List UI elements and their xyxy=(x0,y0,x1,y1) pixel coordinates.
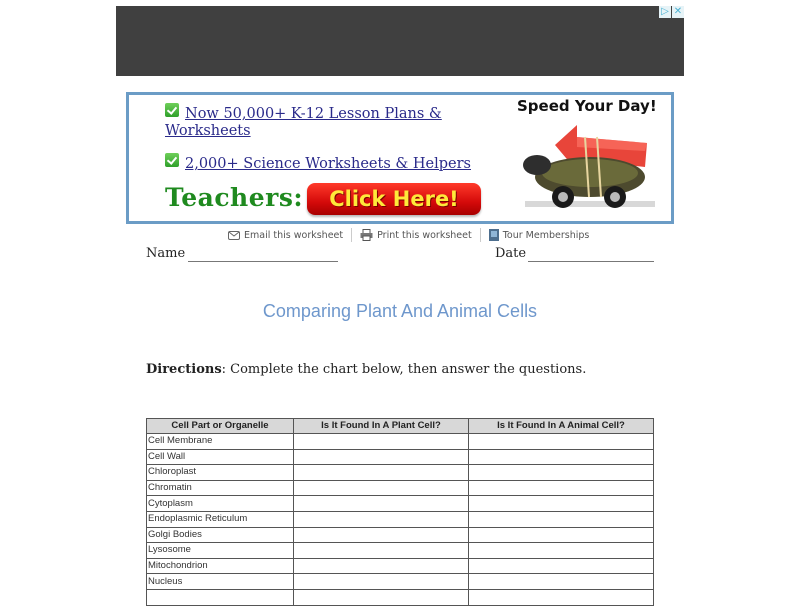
animal-answer-cell[interactable] xyxy=(469,434,654,450)
table-row xyxy=(147,527,654,543)
organelle-cell: Chloroplast xyxy=(147,465,294,481)
name-date-row xyxy=(146,246,654,266)
click-here-button[interactable]: Click Here! xyxy=(307,183,481,215)
science-worksheets-link[interactable]: 2,000+ Science Worksheets & Helpers xyxy=(185,156,471,172)
plant-answer-cell[interactable] xyxy=(294,574,469,590)
animal-answer-cell[interactable] xyxy=(469,449,654,465)
tour-memberships-label: Tour Memberships xyxy=(502,229,590,241)
table-row xyxy=(147,543,654,559)
email-worksheet-button[interactable] xyxy=(228,230,343,241)
table-row xyxy=(147,558,654,574)
table-header-row xyxy=(147,419,654,434)
column-header-organelle: Cell Part or Organelle xyxy=(147,419,294,434)
toolbar-divider xyxy=(480,228,481,242)
date-blank-line xyxy=(528,261,654,262)
close-icon[interactable]: ✕ xyxy=(673,6,683,17)
organelle-cell: Cell Wall xyxy=(147,449,294,465)
organelle-cell: Mitochondrion xyxy=(147,558,294,574)
lesson-plans-link-line xyxy=(165,103,442,140)
plant-answer-cell[interactable] xyxy=(294,465,469,481)
organelle-cell: Golgi Bodies xyxy=(147,527,294,543)
animal-answer-cell[interactable] xyxy=(469,511,654,527)
animal-answer-cell[interactable] xyxy=(469,480,654,496)
table-row xyxy=(147,589,654,605)
name-label: Name xyxy=(146,246,186,261)
table-row xyxy=(147,480,654,496)
tour-memberships-button[interactable] xyxy=(489,229,590,242)
plant-answer-cell[interactable] xyxy=(294,543,469,559)
print-worksheet-label: Print this worksheet xyxy=(377,229,472,241)
animal-answer-cell[interactable] xyxy=(469,496,654,512)
table-row xyxy=(147,449,654,465)
organelle-cell: Cell Membrane xyxy=(147,434,294,450)
worksheet-title: Comparing Plant And Animal Cells xyxy=(262,301,538,321)
lesson-plans-link[interactable]: Now 50,000+ K-12 Lesson Plans & Worksheets xyxy=(165,106,442,139)
organelle-cell: Endoplasmic Reticulum xyxy=(147,511,294,527)
directions-label: Directions xyxy=(146,362,222,377)
worksheet-toolbar xyxy=(228,228,589,242)
print-worksheet-button[interactable] xyxy=(360,229,472,241)
plant-answer-cell[interactable] xyxy=(294,449,469,465)
checkmark-icon xyxy=(165,153,179,167)
column-header-animal: Is It Found In A Animal Cell? xyxy=(469,419,654,434)
email-worksheet-label: Email this worksheet xyxy=(244,229,344,241)
science-worksheets-link-line xyxy=(165,153,471,173)
cell-comparison-table xyxy=(146,418,654,606)
organelle-cell: Nucleus xyxy=(147,574,294,590)
printer-icon xyxy=(360,229,373,241)
organelle-cell xyxy=(147,589,294,605)
top-advertisement[interactable] xyxy=(116,6,684,76)
table-row xyxy=(147,434,654,450)
plant-answer-cell[interactable] xyxy=(294,511,469,527)
table-row xyxy=(147,496,654,512)
animal-answer-cell[interactable] xyxy=(469,574,654,590)
turtle-rocket-image xyxy=(515,115,665,217)
organelle-cell: Chromatin xyxy=(147,480,294,496)
checkmark-icon xyxy=(165,103,179,117)
promo-banner[interactable] xyxy=(126,92,674,224)
directions-body: : Complete the chart below, then answer the questions. xyxy=(221,362,587,377)
table-row xyxy=(147,465,654,481)
plant-answer-cell[interactable] xyxy=(294,496,469,512)
name-blank-line xyxy=(188,261,338,262)
animal-answer-cell[interactable] xyxy=(469,465,654,481)
animal-answer-cell[interactable] xyxy=(469,527,654,543)
animal-answer-cell[interactable] xyxy=(469,543,654,559)
organelle-cell: Lysosome xyxy=(147,543,294,559)
membership-card-icon xyxy=(489,229,499,242)
ad-controls xyxy=(658,6,684,18)
date-label: Date xyxy=(495,246,527,261)
adchoices-icon[interactable]: ▷ xyxy=(659,6,671,18)
directions-text xyxy=(146,362,586,377)
plant-answer-cell[interactable] xyxy=(294,589,469,605)
organelle-cell: Cytoplasm xyxy=(147,496,294,512)
plant-answer-cell[interactable] xyxy=(294,558,469,574)
column-header-plant: Is It Found In A Plant Cell? xyxy=(294,419,469,434)
speed-your-day-title: Speed Your Day! xyxy=(517,97,657,115)
animal-answer-cell[interactable] xyxy=(469,558,654,574)
toolbar-divider xyxy=(351,228,352,242)
table-row xyxy=(147,511,654,527)
plant-answer-cell[interactable] xyxy=(294,480,469,496)
teachers-label: Teachers: xyxy=(165,183,304,212)
plant-answer-cell[interactable] xyxy=(294,434,469,450)
table-row xyxy=(147,574,654,590)
animal-answer-cell[interactable] xyxy=(469,589,654,605)
plant-answer-cell[interactable] xyxy=(294,527,469,543)
envelope-icon xyxy=(228,231,240,240)
